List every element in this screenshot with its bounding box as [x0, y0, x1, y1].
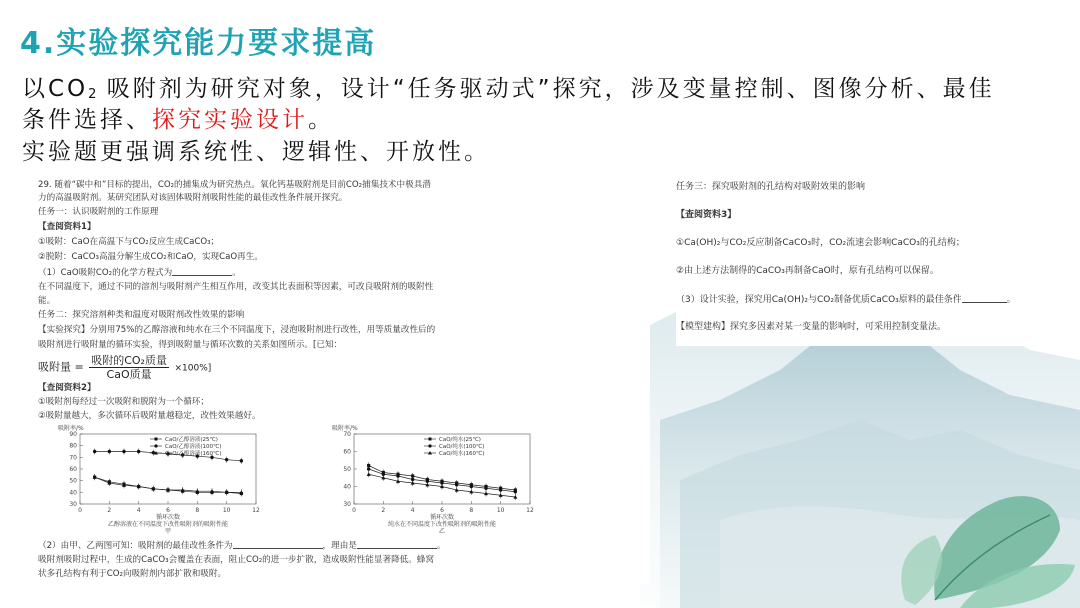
formula-numerator: 吸附的CO₂质量: [91, 354, 167, 367]
data-point: [455, 483, 458, 486]
formula-denominator: CaO质量: [106, 368, 152, 382]
slide-title: 4.实验探究能力要求提高: [20, 26, 377, 61]
legend-marker: [154, 444, 157, 447]
body-line-2-b: 。: [308, 107, 334, 133]
chart-caption: 乙醇溶液在不同温度下改性吸附剂的吸附性能: [107, 521, 229, 528]
y-tick-label: 30: [69, 501, 77, 508]
data-point: [514, 490, 517, 493]
x-axis-label: 循环次数: [155, 514, 181, 521]
q-line: ①Ca(OH)₂与CO₂反应制备CaCO₃时，CO₂流速会影响CaCO₃的孔结构；: [676, 238, 965, 248]
q-line: 【实验探究】分别用75%的乙醇溶液和纯水在三个不同温度下，浸泡吸附剂进行改性，用等质量改性后的: [38, 325, 436, 335]
question-scan-left: [38, 176, 650, 584]
x-tick-label: 0: [78, 507, 82, 514]
x-tick-label: 10: [496, 507, 505, 514]
body-line-3: 实验题更强调系统性、逻辑性、开放性。: [22, 139, 490, 165]
legend-marker: [429, 438, 432, 441]
y-tick-label: 90: [69, 431, 77, 438]
data-point: [367, 472, 371, 476]
y-tick-label: 60: [343, 448, 351, 456]
q-line-text: ，理由是: [322, 541, 357, 551]
q-line: ①吸附剂每经过一次吸附和脱附为一个循环；: [38, 397, 209, 407]
body-line-2-a: 条件选择、: [22, 107, 152, 133]
answer-blank: [172, 267, 232, 276]
x-tick-label: 8: [469, 507, 474, 514]
q-line: 力的高温吸附剂。某研究团队对该固体吸附剂吸附性能的最佳改性条件展开探究。: [38, 193, 348, 203]
y-tick-label: 50: [343, 466, 351, 473]
q-line: 任务二：探究溶剂种类和温度对吸附剂改性效果的影响: [38, 310, 245, 320]
q-line: ②吸附量越大，多次循环后吸附量越稳定，改性效果越好。: [38, 411, 261, 421]
formula-rhs: ×100%]: [174, 363, 212, 374]
data-point: [225, 458, 228, 461]
chart-caption-label: 甲: [164, 528, 172, 535]
x-tick-label: 12: [526, 507, 534, 514]
chart-water: [330, 424, 575, 536]
q-line: （2）由甲、乙两图可知：吸附剂的最佳改性条件为 ，理由是 。: [38, 541, 446, 551]
x-axis-label: 循环次数: [429, 514, 455, 521]
q-line: （1）CaO吸附CO₂的化学方程式为 。: [38, 268, 241, 278]
chart-ethanol: [56, 424, 301, 536]
x-tick-label: 2: [381, 507, 386, 514]
body-line-2: [22, 101, 334, 134]
y-tick-label: 30: [343, 501, 351, 508]
q-line: 状多孔结构有利于CO₂向吸附剂内部扩散和吸附。: [38, 569, 227, 579]
body-line-1-a: 以CO: [22, 76, 89, 102]
adsorption-formula: [38, 354, 211, 381]
y-tick-label: 70: [343, 431, 351, 438]
y-tick-label: 40: [343, 483, 351, 491]
x-tick-label: 6: [440, 507, 444, 514]
question-scan-right: [676, 176, 1030, 346]
y-tick-label: 80: [69, 442, 77, 450]
x-tick-label: 2: [107, 507, 112, 514]
q-line: 【模型建构】探究多因素对某一变量的影响时，可采用控制变量法。: [676, 322, 947, 332]
body-line-1-b: 吸附剂为研究对象，设计“任务驱动式”探究，涉及变量控制、图像分析、最佳: [96, 76, 995, 102]
x-tick-label: 10: [222, 507, 231, 514]
formula-fraction: [89, 354, 169, 381]
x-tick-label: 8: [195, 507, 200, 514]
answer-blank: [357, 540, 437, 549]
q-line: ①吸附：CaO在高温下与CO₂反应生成CaCO₃；: [38, 237, 220, 247]
q-line: 29. 随着“碳中和”目标的提出，CO₂的捕集成为研究热点。氧化钙基吸附剂是目前CO₂捕集技术中极具潜: [38, 180, 431, 190]
q-line: ②由上述方法制得的CaCO₃再制备CaO时，原有孔结构可以保留。: [676, 266, 939, 276]
legend-label: CaO/乙醇溶液(160℃): [165, 451, 222, 457]
data-point: [367, 467, 370, 470]
y-tick-label: 70: [69, 454, 77, 462]
q-line: 任务一：认识吸附剂的工作原理: [38, 207, 159, 217]
legend-label: CaO/纯水(25℃): [439, 437, 481, 443]
data-point: [470, 485, 473, 488]
q-line: 吸附剂吸附过程中，生成的CaCO₃会覆盖在表面，阻止CO₂的进一步扩散，造成吸附性能显著降低。蜂窝: [38, 555, 435, 565]
q-line: ②脱附：CaCO₃高温分解生成CO₂和CaO，实现CaO再生。: [38, 252, 263, 262]
q-line: 能。: [38, 296, 56, 306]
y-tick-label: 40: [69, 489, 77, 497]
y-axis-label: 吸附率/%: [332, 425, 358, 432]
chart-caption-label: 乙: [438, 528, 446, 535]
q-line-text: （3）设计实验，探究用Ca(OH)₂与CO₂制备优质CaCO₃原料的最佳条件: [676, 295, 962, 305]
q-line: 任务三：探究吸附剂的孔结构对吸附效果的影响: [676, 182, 866, 192]
body-line-2-highlight: 探究实验设计: [152, 107, 308, 133]
x-tick-label: 6: [166, 507, 170, 514]
body-line-1: [22, 70, 995, 103]
q-line-text: （2）由甲、乙两图可知：吸附剂的最佳改性条件为: [38, 541, 233, 551]
y-axis-label: 吸附率/%: [58, 425, 84, 432]
data-point: [137, 450, 140, 453]
q-line: 吸附剂进行吸附量的循环实验，得到吸附量与循环次数的关系如图所示。[已知：: [38, 340, 343, 350]
x-tick-label: 0: [352, 507, 356, 514]
q-heading: 【查阅资料1】: [38, 222, 96, 232]
legend-marker: [155, 438, 158, 441]
answer-blank: [233, 540, 323, 549]
y-tick-label: 50: [69, 477, 77, 485]
q-line-text: （1）CaO吸附CO₂的化学方程式为: [38, 268, 173, 278]
data-point: [93, 450, 96, 453]
legend-label: CaO/乙醇溶液(25℃): [165, 437, 218, 443]
answer-blank: [962, 294, 1007, 303]
chart-caption: 纯水在不同温度下改性吸附剂的吸附性能: [387, 521, 497, 528]
data-point: [108, 450, 111, 453]
legend-label: CaO/纯水(100℃): [439, 444, 485, 450]
formula-lhs: 吸附量 =: [38, 360, 84, 374]
body-line-1-sub: 2: [88, 87, 97, 102]
data-point: [499, 488, 502, 491]
legend-label: CaO/纯水(160℃): [439, 451, 485, 457]
data-point: [122, 450, 125, 453]
q-heading: 【查阅资料2】: [38, 383, 96, 393]
data-point: [484, 487, 487, 490]
x-tick-label: 4: [136, 507, 141, 514]
legend-label: CaO/乙醇溶液(100℃): [165, 444, 222, 450]
x-tick-label: 12: [252, 507, 260, 514]
q-line: （3）设计实验，探究用Ca(OH)₂与CO₂制备优质CaCO₃原料的最佳条件 。: [676, 295, 1016, 305]
x-tick-label: 4: [410, 507, 415, 514]
y-tick-label: 60: [69, 466, 77, 473]
q-line: 在不同温度下，通过不同的溶剂与吸附剂产生相互作用，改变其比表面积等因素，可改良吸附剂的吸附性: [38, 282, 434, 292]
data-point: [396, 474, 399, 477]
q-heading: 【查阅资料3】: [676, 210, 737, 220]
legend-marker: [428, 444, 431, 447]
data-point: [240, 459, 243, 462]
